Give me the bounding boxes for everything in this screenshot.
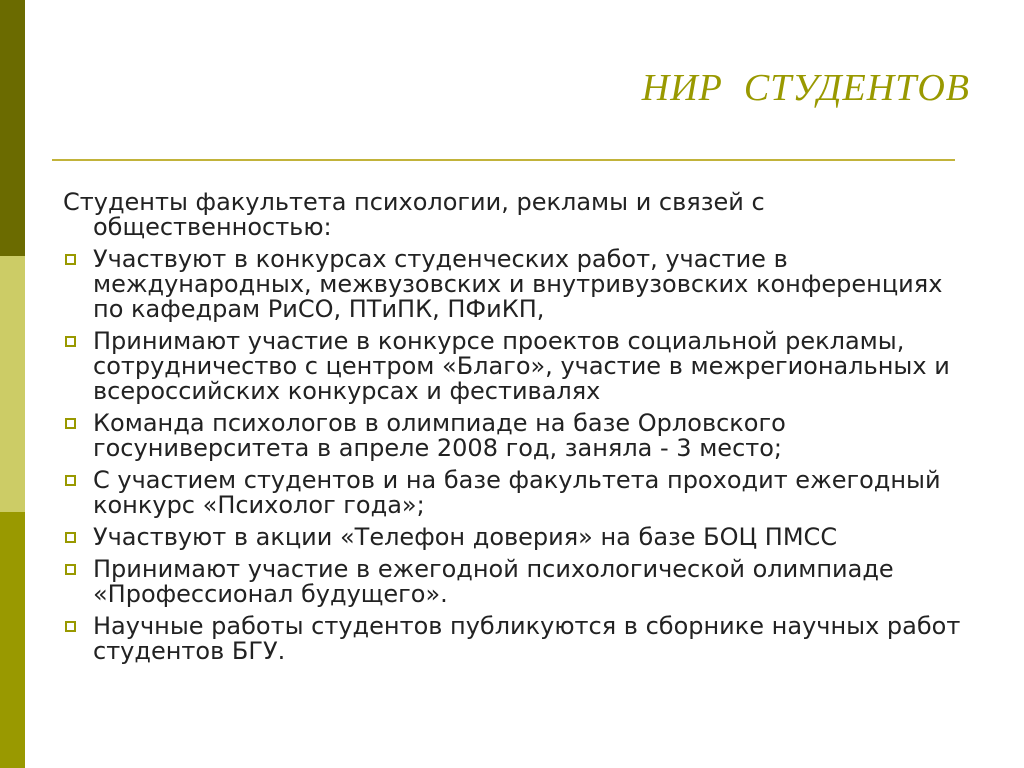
square-bullet-icon — [65, 254, 76, 265]
square-bullet-icon — [65, 532, 76, 543]
bullet-list — [63, 247, 963, 664]
bullet-text: Научные работы студентов публикуются в сборнике научных работ студентов БГУ. — [93, 612, 961, 665]
side-bar-bottom — [0, 512, 25, 768]
bullet-text: Принимают участие в конкурсе проектов социальной рекламы, сотрудничество с центром «Благо», участие в межрегиональных и всероссийских конкурсах и фестивалях — [93, 327, 950, 405]
bullet-text: Принимают участие в ежегодной психологической олимпиаде «Профессионал будущего». — [93, 555, 894, 608]
side-bar-middle — [0, 256, 25, 512]
bullet-item — [63, 557, 963, 607]
bullet-text: С участием студентов и на базе факультета проходит ежегодный конкурс «Психолог года»; — [93, 466, 941, 519]
bullet-text: Команда психологов в олимпиаде на базе Орловского госуниверситета в апреле 2008 год, заняла - 3 место; — [93, 409, 786, 462]
bullet-item — [63, 411, 963, 461]
slide-title: НИР СТУДЕНТОВ — [641, 67, 970, 109]
slide-content — [63, 190, 963, 671]
square-bullet-icon — [65, 475, 76, 486]
bullet-item — [63, 247, 963, 322]
title-divider — [52, 159, 955, 161]
square-bullet-icon — [65, 418, 76, 429]
bullet-text: Участвуют в конкурсах студенческих работ, участие в международных, межвузовских и внутривузовских конференциях по кафедрам РиСО, ПТиПК, ПФиКП, — [93, 245, 943, 323]
square-bullet-icon — [65, 336, 76, 347]
bullet-item — [63, 525, 963, 550]
bullet-item — [63, 614, 963, 664]
square-bullet-icon — [65, 621, 76, 632]
bullet-text: Участвуют в акции «Телефон доверия» на базе БОЦ ПМСС — [93, 523, 838, 551]
side-bar-top — [0, 0, 25, 256]
square-bullet-icon — [65, 564, 76, 575]
bullet-item — [63, 468, 963, 518]
bullet-item — [63, 329, 963, 404]
intro-text: Студенты факультета психологии, рекламы и связей с общественностью: — [63, 188, 765, 241]
